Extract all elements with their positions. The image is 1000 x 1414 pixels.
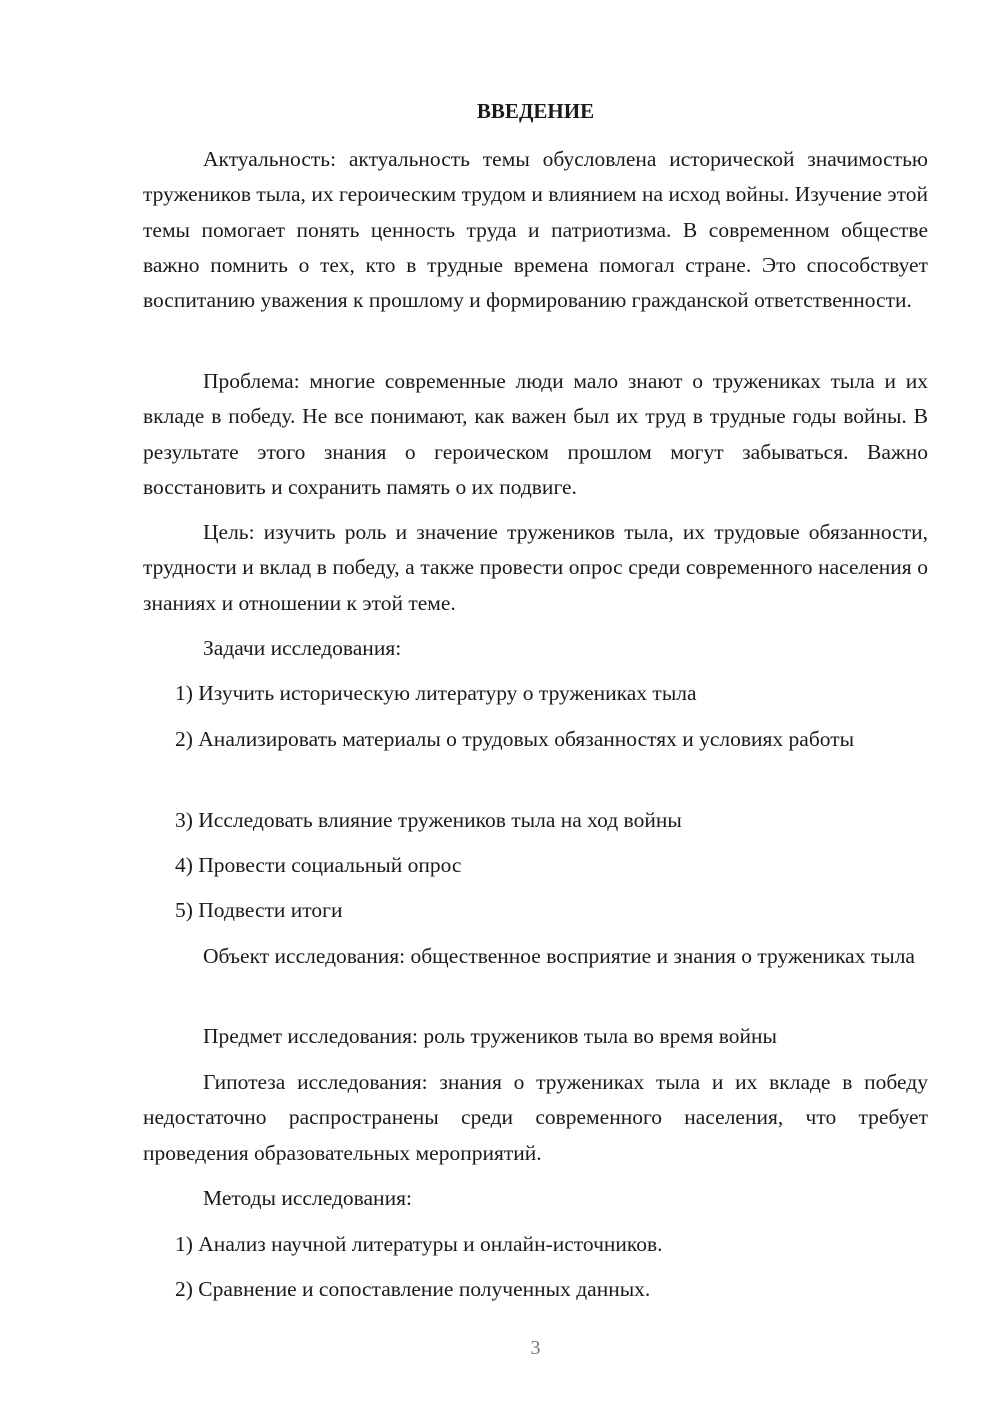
goal-paragraph: Цель: изучить роль и значение тружеников тыла, их трудовые обязанности, трудности и вклад в победу, а также провести опрос среди современного населения о знаниях и отношении к этой теме. — [143, 520, 928, 615]
subject-paragraph: Предмет исследования: роль тружеников тыла во время войны — [203, 1024, 777, 1048]
task-item-5: 5) Подвести итоги — [175, 898, 343, 922]
hypothesis-paragraph: Гипотеза исследования: знания о тружениках тыла и их вкладе в победу недостаточно распространены среди современного населения, что требует проведения образовательных мероприятий. — [143, 1070, 928, 1165]
method-item-1: 1) Анализ научной литературы и онлайн-источников. — [175, 1232, 663, 1256]
problem-paragraph: Проблема: многие современные люди мало знают о тружениках тыла и их вкладе в победу. Не все понимают, как важен был их труд в трудные годы войны. В результате этого знания о героическом прошлом могут забываться. Важно восстановить и сохранить память о их подвиге. — [143, 369, 928, 499]
task-item-2: 2) Анализировать материалы о трудовых обязанностях и условиях работы — [175, 727, 855, 751]
tasks-heading: Задачи исследования: — [203, 636, 402, 660]
page-title: ВВЕДЕНИЕ — [476, 99, 595, 123]
relevance-paragraph: Актуальность: актуальность темы обусловлена исторической значимостью тружеников тыла, их героическим трудом и влиянием на исход войны. Изучение этой темы помогает понять ценность труда и патриотизма. В современном обществе важно помнить о тех, кто в трудные времена помогал стране. Это способствует воспитанию уважения к прошлому и формированию гражданской ответственности. — [143, 147, 928, 313]
object-paragraph: Объект исследования: общественное восприятие и знания о тружениках тыла — [203, 944, 915, 968]
method-item-2: 2) Сравнение и сопоставление полученных данных. — [175, 1277, 651, 1301]
task-item-1: 1) Изучить историческую литературу о тружениках тыла — [175, 681, 697, 705]
page-number: 3 — [530, 1337, 541, 1359]
document-page — [143, 0, 928, 1414]
task-item-4: 4) Провести социальный опрос — [175, 853, 462, 877]
task-item-3: 3) Исследовать влияние тружеников тыла на ход войны — [175, 808, 682, 832]
methods-heading: Методы исследования: — [203, 1186, 412, 1210]
